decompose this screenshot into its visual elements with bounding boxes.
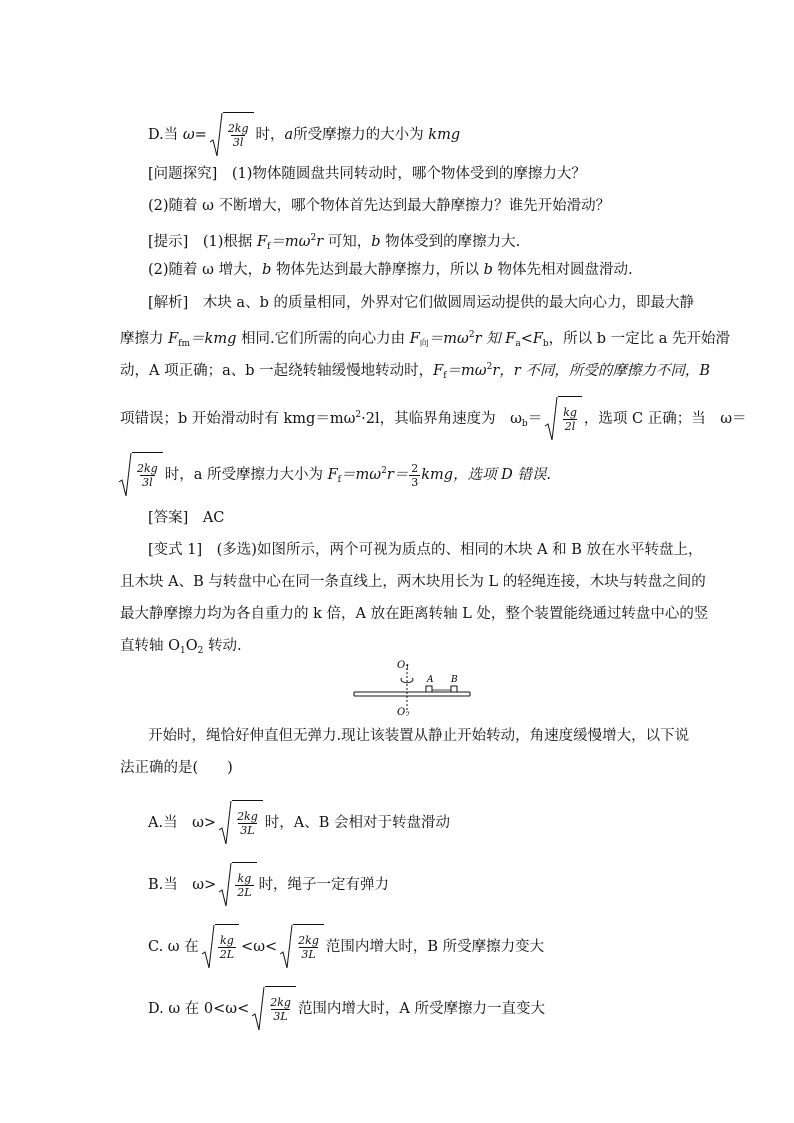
radical: $\frac{2kg}{3l}$ [118,452,163,498]
option-d: D. ω 在 0<ω< $\frac{2kg}{3L}$ 范围内增大时，A 所受摩擦力一直变大 [148,986,545,1032]
option-c: C. ω 在 $\frac{kg}{2L}$ <ω< $\frac{2kg}{3L}$ 范围内增大时，B 所受摩擦力变大 [148,924,544,970]
analysis-line-1: [解析] 木块 a、b 的质量相同，外界对它们做圆周运动提供的最大向心力，即最大静 [148,295,694,311]
hint-line-2: (2)随着 ω 增大，b 物体先达到最大静摩擦力，所以 b 物体先相对圆盘滑动. [148,262,633,278]
variant-line-2: 且木块 A、B 与转盘中心在同一条直线上，两木块用长为 L 的轻绳连接，木块与转盘之间的 [120,574,706,590]
prev-option-d: D.当 ω= $\frac{2kg}{3l}$ 时，a所受摩擦力的大小为 kmg [148,112,460,158]
inquiry-line-2: (2)随着 ω 不断增大，哪个物体首先达到最大静摩擦力？谁先开始滑动？ [148,198,611,214]
radical: $\frac{kg}{2L}$ [218,862,256,908]
analysis-line-4: 项错误；b 开始滑动时有 $kmg=m\omega^2\cdot 2l$，其临界角速度为 $\omega_b=$ $\frac{kg}{2l}$ ，选项 C 正确；当 ω＝ [120,396,747,442]
radical: $\frac{2kg}{3L}$ [251,986,296,1032]
turntable-figure [350,656,476,716]
analysis-line-2: 摩擦力 $F_{fm}=kmg$ 相同.它们所需的向心力由 $F_向=m\omega^2r$ 知 $F_a<F_b$，所以 b 一定比 a 先开始滑 [120,330,731,349]
block-b [451,686,457,692]
label-o1: $O_1$ [397,660,410,672]
option-a: A.当 ω> $\frac{2kg}{3L}$ 时，A、B 会相对于转盘滑动 [148,800,450,846]
radical: $\frac{kg}{2L}$ [201,924,239,970]
question-line-2: 法正确的是( ) [120,760,233,776]
hint-line-1: [提示] (1)根据 $F_f=m\omega^2r$ 可知，b 物体受到的摩擦力大. [148,233,521,252]
radical: $\frac{2kg}{3L}$ [279,924,324,970]
label-o2: $O_2$ [397,707,410,716]
inquiry-line-1: [问题探究] (1)物体随圆盘共同转动时，哪个物体受到的摩擦力大？ [148,166,586,182]
label-a: A [427,675,434,685]
turntable-diagram [350,656,476,716]
option-b: B.当 ω> $\frac{kg}{2L}$ 时，绳子一定有弹力 [148,862,389,908]
block-a [426,686,432,692]
radical: $\frac{kg}{2l}$ [544,396,582,442]
radical: $\frac{2kg}{3L}$ [218,800,263,846]
question-line-1: 开始时，绳恰好伸直但无弹力.现让该装置从静止开始转动，角速度缓慢增大，以下说 [148,728,690,744]
variant-line-4: 直转轴 $O_1O_2$ 转动. [120,638,242,656]
label-b: B [451,675,458,685]
answer-line: [答案] AC [148,510,225,526]
variant-line-3: 最大静摩擦力均为各自重力的 k 倍，A 放在距离转轴 L 处，整个装置能绕通过转盘中心的竖 [120,606,709,622]
radical: $\frac{2kg}{3l}$ [209,112,254,158]
analysis-line-5: $\frac{2kg}{3l}$ 时，a 所受摩擦力大小为 $F_f=m\omega^2r=$ $\frac{2}{3}$ kmg，选项 D 错误. [116,452,551,498]
variant-line-1: [变式 1] (多选)如图所示，两个可视为质点的、相同的木块 A 和 B 放在水平转盘上， [148,542,703,558]
analysis-line-3: 动，A 项正确；a、b 一起绕转轴缓慢地转动时，$F_f=m\omega^2r$，r 不同，所受的摩擦力不同，B [120,362,710,381]
